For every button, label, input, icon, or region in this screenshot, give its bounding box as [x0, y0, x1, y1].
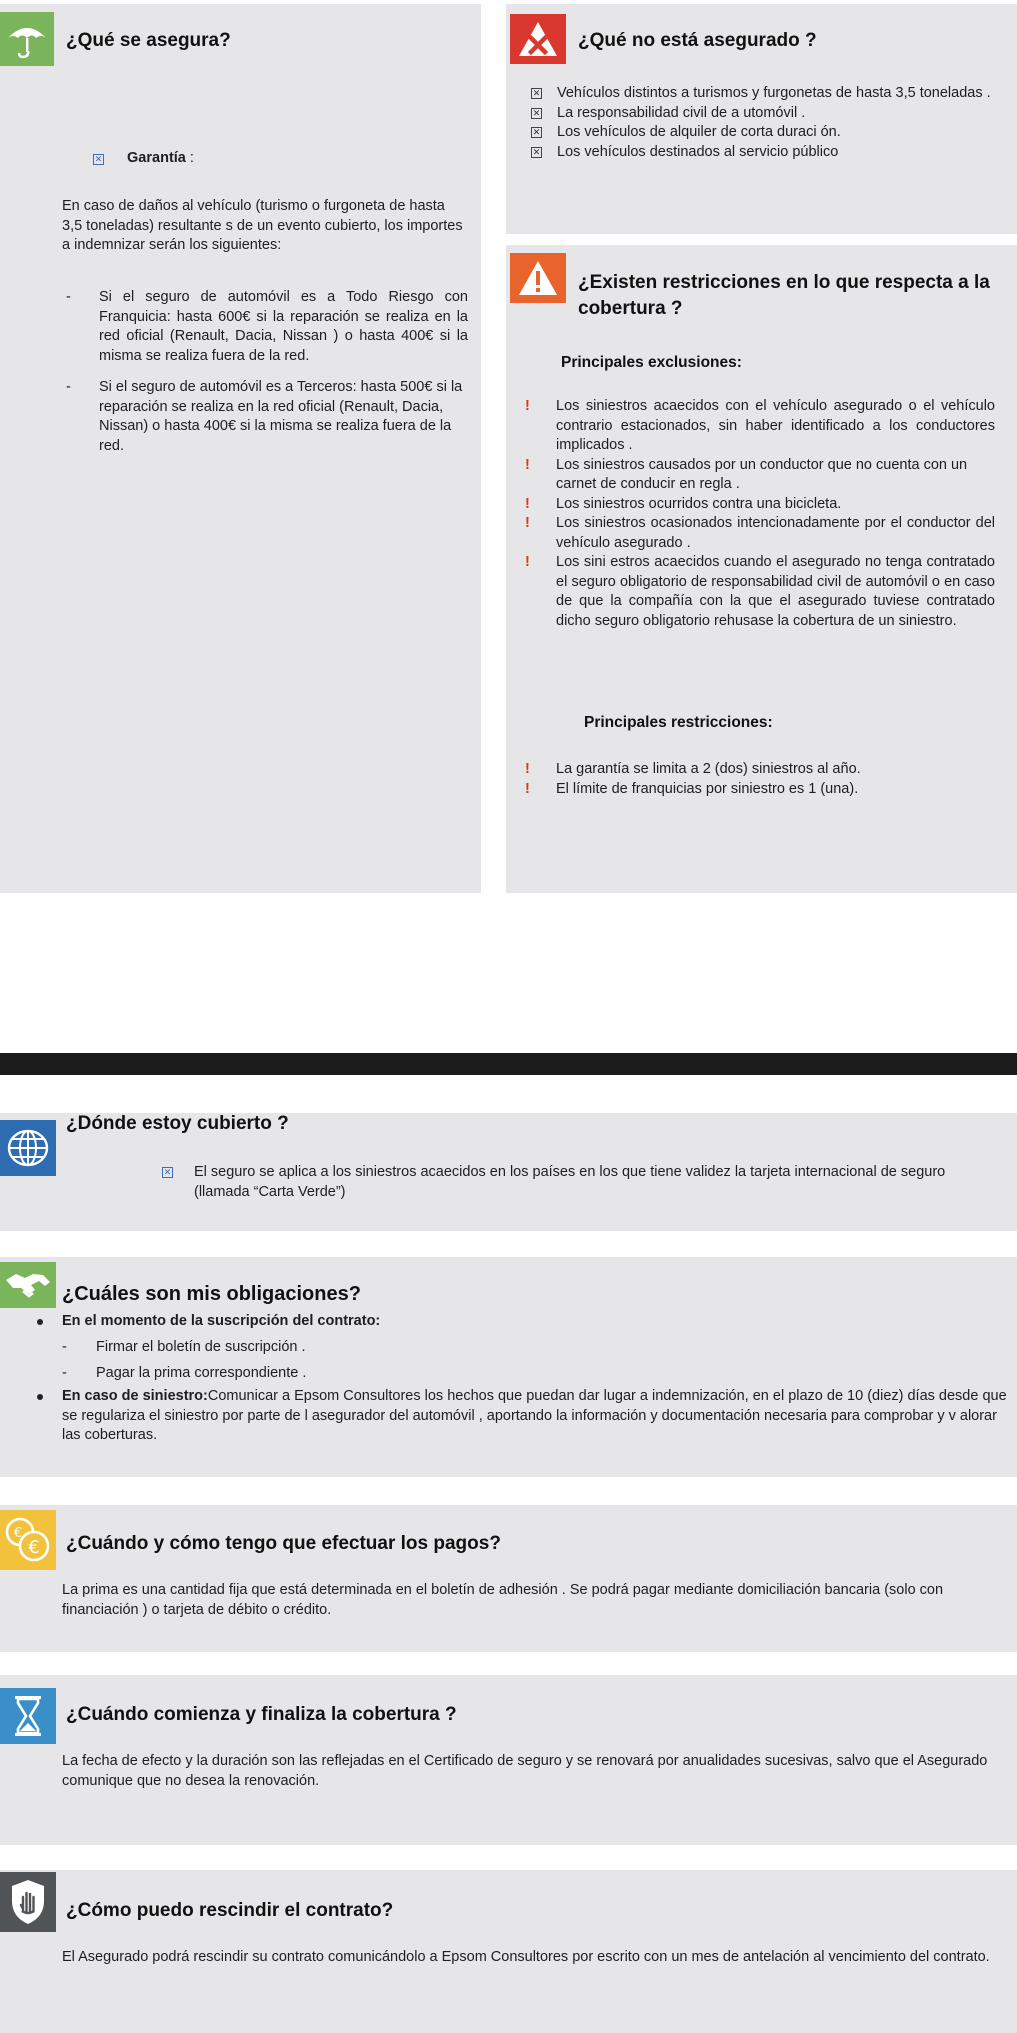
where-text: El seguro se aplica a los siniestros acaecidos en los países en los que tiene validez la tarjeta internacional de seguro (llamada “Carta Verde”) [194, 1164, 946, 1200]
list-item [525, 456, 995, 495]
restrictions-title [578, 270, 1014, 322]
list-item [531, 84, 1001, 104]
bullet-dot-icon [37, 1319, 43, 1325]
claim-paragraph [62, 1387, 1007, 1446]
insured-dash-2: - [66, 379, 71, 395]
restrictions-title-line2: cobertura ? [578, 298, 683, 319]
x-box-icon: ✕ [532, 127, 541, 137]
coverage-text: La fecha de efecto y la duración son las reflejadas en el Certificado de seguro y se renovará por anualidades sucesivas, salvo que el Asegurado comunique que no desea la renovación. [62, 1753, 988, 1789]
handshake-icon [0, 1262, 56, 1308]
claim-text: Comunicar a Epsom Consultores los hechos que puedan dar lugar a indemnización, en el plazo de 10 (diez) días desde que se regulariza el siniestro por parte de l asegurador del automóvil , aportando la información y documentación necesaria para comprobar y v alorar las coberturas. [62, 1388, 1007, 1443]
x-box-icon: ✕ [532, 88, 541, 98]
list-item [525, 553, 995, 631]
not-insured-list [531, 84, 1001, 162]
coverage-title: ¿Cuándo comienza y finaliza la cobertura ? [66, 1704, 457, 1725]
subscription-item-2: - Pagar la prima correspondiente . [62, 1365, 307, 1381]
exclamation-icon: ! [525, 495, 530, 512]
restrictions-list [525, 760, 995, 799]
list-item [531, 104, 1001, 124]
x-box-icon: ✕ [532, 107, 541, 118]
cancel-text: El Asegurado podrá rescindir su contrato comunicándolo a Epsom Consultores por escrito con un mes de antelación al vencimiento del contrato. [62, 1949, 990, 1965]
exclusion-item: Los siniestros acaecidos con el vehículo asegurado o el vehículo contrario estacionados, sin haber identificado a los conductores implicados . [556, 398, 995, 453]
list-item [525, 760, 995, 780]
insured-title: ¿Qué se asegura? [66, 30, 231, 51]
hourglass-icon [0, 1688, 56, 1744]
insured-item-1: Si el seguro de automóvil es a Todo Riesgo con Franquicia: hasta 600€ si la reparación se realiza en la red oficial (Renault, Dacia, Nissan ) o hasta 400€ si la misma se realiza fuera de la red. [99, 289, 468, 364]
guarantee-label: Garantía [127, 150, 186, 166]
subscription-item-text: Firmar el boletín de suscripción . [96, 1339, 306, 1355]
exclamation-icon: ! [525, 398, 530, 414]
globe-icon [0, 1120, 56, 1176]
exclusion-item: Los siniestros causados por un conductor que no cuenta con un carnet de conducir en regla . [556, 456, 968, 492]
subscription-item-text: Pagar la prima correspondiente . [96, 1365, 307, 1381]
guarantee-colon: : [189, 150, 194, 166]
where-row [162, 1163, 1002, 1202]
exclusions-list [525, 397, 995, 631]
x-box-icon: ✕ [532, 146, 541, 157]
not-insured-item: La responsabilidad civil de a utomóvil . [557, 104, 806, 121]
checkbox-icon: ✕ [94, 154, 103, 164]
insured-item-2: Si el seguro de automóvil es a Terceros: hasta 500€ si la reparación se realiza en la red oficial (Renault, Dacia, Nissan) o hasta 400€ si la misma se realiza fuera de la red. [99, 379, 463, 454]
claim-heading: En caso de siniestro: [62, 1388, 208, 1404]
guarantee-row [93, 150, 194, 166]
svg-text:€: € [13, 1526, 23, 1541]
obligations-title: ¿Cuáles son mis obligaciones? [62, 1283, 361, 1305]
not-insured-item: Vehículos distintos a turismos y furgonetas de hasta 3,5 toneladas . [557, 85, 991, 101]
exclamation-icon: ! [525, 456, 530, 473]
payments-panel [0, 1505, 1017, 1652]
insured-dash-1: - [66, 289, 71, 305]
section-divider-band [0, 1053, 1017, 1075]
list-item [531, 143, 1001, 163]
where-title: ¿Dónde estoy cubierto ? [66, 1113, 289, 1134]
exclusions-heading: Principales exclusiones: [561, 354, 742, 371]
list-item [525, 495, 995, 515]
exclusion-item: Los siniestros ocasionados intencionadamente por el conductor del vehículo asegurado . [556, 515, 995, 551]
not-insured-item: Los vehículos de alquiler de corta duraci ón. [557, 124, 841, 140]
cross-warning-icon [510, 14, 566, 64]
shield-hand-icon [0, 1872, 56, 1932]
svg-text:€: € [28, 1537, 40, 1558]
umbrella-icon [0, 12, 54, 66]
payments-title: ¿Cuándo y cómo tengo que efectuar los pagos? [66, 1533, 501, 1554]
checkbox-icon: ✕ [163, 1167, 172, 1177]
exclusion-item: Los siniestros ocurridos contra una bicicleta. [556, 495, 842, 512]
insured-intro: En caso de daños al vehículo (turismo o furgoneta de hasta 3,5 toneladas) resultante s de un evento cubierto, los importes a indemnizar serán los siguientes: [62, 198, 463, 253]
list-item [525, 397, 995, 456]
exclamation-icon: ! [525, 761, 530, 777]
not-insured-title: ¿Qué no está asegurado ? [578, 30, 817, 51]
euro-coins-icon [0, 1510, 56, 1570]
payments-text: La prima es una cantidad fija que está determinada en el boletín de adhesión . Se podrá pagar mediante domiciliación bancaria (solo con financiación ) o tarjeta de débito o crédito. [62, 1582, 944, 1618]
bullet-dot-icon [37, 1394, 43, 1400]
subscription-heading: En el momento de la suscripción del contrato: [62, 1313, 381, 1329]
restrictions-title-line1: ¿Existen restricciones en lo que respecta a la [578, 272, 990, 293]
restriction-item: La garantía se limita a 2 (dos) siniestros al año. [556, 761, 861, 777]
restrictions-heading: Principales restricciones: [584, 714, 773, 731]
not-insured-item: Los vehículos destinados al servicio público [557, 143, 839, 160]
exclamation-icon: ! [525, 780, 530, 797]
restriction-item: El límite de franquicias por siniestro es 1 (una). [556, 780, 859, 797]
list-item [525, 514, 995, 553]
exclamation-icon: ! [525, 515, 530, 531]
exclamation-icon: ! [525, 554, 530, 570]
list-item [531, 123, 1001, 143]
warning-icon [510, 253, 566, 303]
subscription-item-1: - Firmar el boletín de suscripción . [62, 1339, 306, 1355]
list-item [525, 780, 995, 800]
exclusion-item: Los sini estros acaecidos cuando el asegurado no tenga contratado el seguro obligatorio de responsabilidad civil de automóvil o en caso de que la compañía con la que el asegurado tuviese contratado dicho seguro obligatorio rehusase la cobertura de un siniestro. [556, 554, 995, 629]
cancel-title: ¿Cómo puedo rescindir el contrato? [66, 1900, 394, 1921]
